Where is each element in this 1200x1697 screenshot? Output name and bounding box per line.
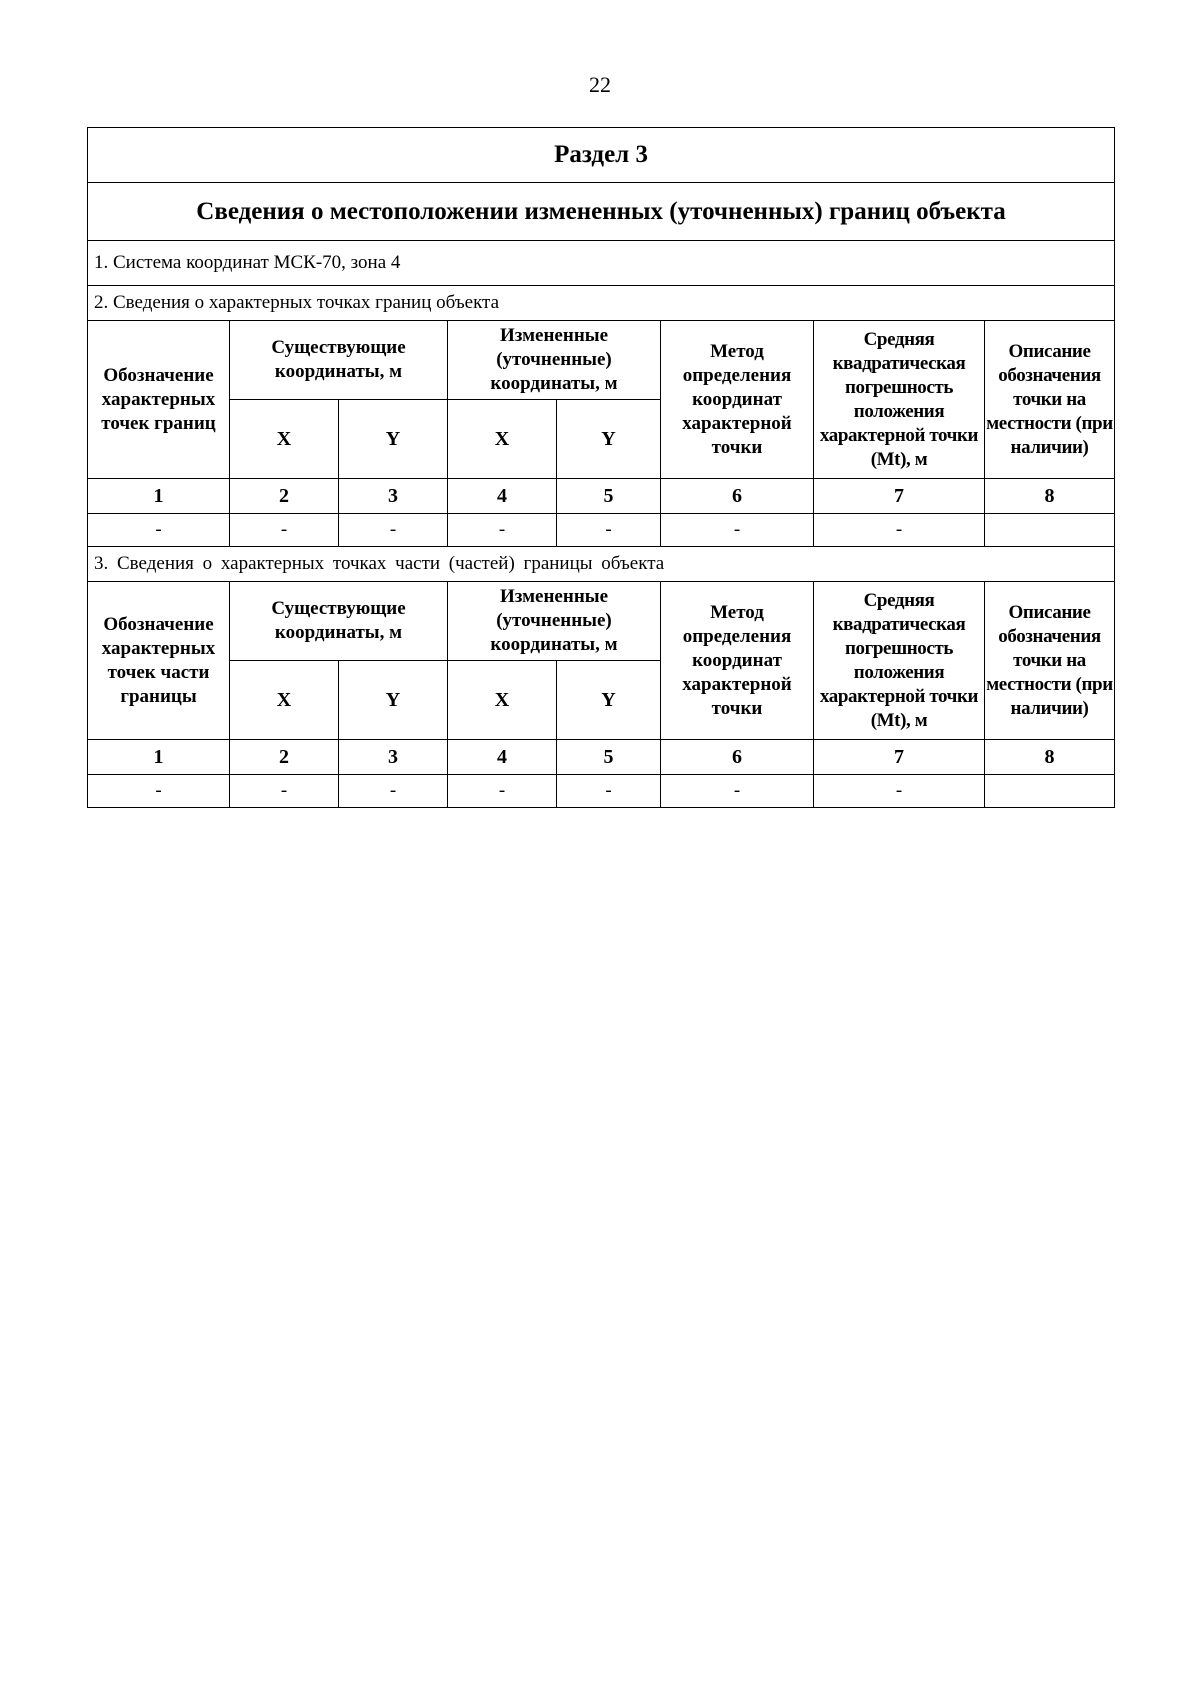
table-row	[88, 775, 1115, 808]
column-number: 8	[985, 740, 1115, 775]
table1-header-existing: Существующие координаты, м	[230, 321, 448, 400]
table1-header-y-changed: Y	[557, 400, 661, 479]
column-number: 8	[985, 479, 1115, 514]
table-cell: -	[557, 775, 661, 808]
table1-header-description: Описание обозначения точки на местности (при наличии)	[985, 321, 1115, 479]
table1-header-y-existing: Y	[339, 400, 448, 479]
column-number: 2	[230, 740, 339, 775]
table-cell: -	[814, 775, 985, 808]
table1-header-x-changed: X	[448, 400, 557, 479]
column-number: 5	[557, 740, 661, 775]
column-number: 7	[814, 479, 985, 514]
table2-header-error: Средняя квадратическая погрешность положения характерной точки (Mt), м	[814, 582, 985, 740]
column-number: 3	[339, 479, 448, 514]
table-cell: -	[814, 514, 985, 547]
coord-system: 1. Система координат МСК-70, зона 4	[88, 241, 1115, 286]
table-cell: -	[661, 775, 814, 808]
table2-header-existing: Существующие координаты, м	[230, 582, 448, 661]
column-number: 7	[814, 740, 985, 775]
section-table	[87, 127, 1115, 808]
table1-header-x-existing: X	[230, 400, 339, 479]
table-cell: -	[230, 514, 339, 547]
table-cell: -	[448, 775, 557, 808]
table1-header-method: Метод определения координат характерной точки	[661, 321, 814, 479]
column-number: 1	[88, 740, 230, 775]
table1-column-numbers	[88, 479, 1115, 514]
column-number: 6	[661, 740, 814, 775]
column-number: 4	[448, 479, 557, 514]
table-cell	[985, 775, 1115, 808]
column-number: 6	[661, 479, 814, 514]
table-cell: -	[557, 514, 661, 547]
table-row	[88, 514, 1115, 547]
table1-header-designation: Обозначение характерных точек границ	[88, 321, 230, 479]
table2-header-y-changed: Y	[557, 661, 661, 740]
table-cell: -	[230, 775, 339, 808]
table-cell: -	[339, 514, 448, 547]
column-number: 4	[448, 740, 557, 775]
table1-caption: 2. Сведения о характерных точках границ объекта	[88, 286, 1115, 321]
section-subtitle: Сведения о местоположении измененных (уточненных) границ объекта	[88, 183, 1115, 241]
table-cell: -	[88, 775, 230, 808]
column-number: 1	[88, 479, 230, 514]
column-number: 5	[557, 479, 661, 514]
table-cell: -	[339, 775, 448, 808]
page-number: 22	[589, 72, 611, 97]
table2-caption: 3. Сведения о характерных точках части (частей) границы объекта	[88, 547, 1115, 582]
column-number: 2	[230, 479, 339, 514]
table2-header-x-existing: X	[230, 661, 339, 740]
table1-header-error: Средняя квадратическая погрешность положения характерной точки (Mt), м	[814, 321, 985, 479]
table-cell: -	[661, 514, 814, 547]
table2-header-method: Метод определения координат характерной точки	[661, 582, 814, 740]
table1-header-changed: Измененные (уточненные) координаты, м	[448, 321, 661, 400]
table2-header-designation: Обозначение характерных точек части границы	[88, 582, 230, 740]
table2-column-numbers	[88, 740, 1115, 775]
table-cell	[985, 514, 1115, 547]
table2-header-x-changed: X	[448, 661, 557, 740]
table-cell: -	[448, 514, 557, 547]
table-cell: -	[88, 514, 230, 547]
table2-header-y-existing: Y	[339, 661, 448, 740]
table2-header-description: Описание обозначения точки на местности (при наличии)	[985, 582, 1115, 740]
column-number: 3	[339, 740, 448, 775]
section-title: Раздел 3	[88, 128, 1115, 183]
table2-header-changed: Измененные (уточненные) координаты, м	[448, 582, 661, 661]
